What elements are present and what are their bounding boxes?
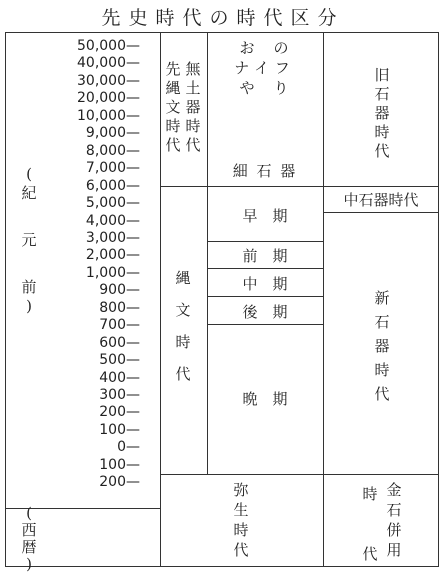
year-tick-label (30, 230, 140, 246)
year-tick-value: 100 (99, 421, 126, 438)
era-label-char: 西 (21, 521, 37, 539)
tick-mark: — (126, 107, 140, 124)
year-tick-value: 800 (99, 299, 126, 316)
era-label-char: ) (26, 555, 32, 573)
tick-mark: — (126, 334, 140, 351)
tick-mark: — (126, 299, 140, 316)
preceramic-char: 器 (185, 98, 201, 116)
year-tick-value: 1,000 (85, 264, 126, 281)
year-tick-value: 10,000 (77, 107, 126, 124)
year-tick-value: 600 (99, 334, 126, 351)
era-label-char: 暦 (21, 538, 37, 556)
era-label-char: 前 (21, 278, 37, 296)
tick-mark: — (126, 55, 140, 72)
metal-stone-char: 時 (362, 485, 378, 503)
mesolithic-label: 中石器時代 (343, 191, 419, 209)
tool-spear-label: や り (239, 79, 291, 97)
metal-stone-char: 代 (362, 545, 378, 563)
jomon-final: 晩 期 (242, 390, 288, 408)
year-tick-value: 400 (99, 369, 126, 386)
paleolithic-char: 器 (374, 104, 390, 122)
year-tick-value: 30,000 (77, 72, 126, 89)
preceramic-char: 無 (185, 60, 201, 78)
year-tick-value: 2,000 (85, 247, 126, 264)
neolithic-char: 石 (374, 313, 390, 331)
jomon-char: 代 (175, 365, 191, 383)
neolithic-label (370, 286, 394, 406)
year-tick-value: 20,000 (77, 90, 126, 107)
metal-stone-char: 金 (386, 481, 402, 499)
tick-mark: — (126, 160, 140, 177)
year-tick-label (30, 73, 140, 89)
year-tick-value: 700 (99, 317, 126, 334)
era-label-bce (18, 165, 40, 316)
pre-jomon-char: 文 (165, 98, 181, 116)
year-tick-label (30, 55, 140, 71)
divider-middle-bottom (207, 296, 323, 297)
pre-jomon-char: 縄 (165, 79, 181, 97)
year-tick-label (30, 213, 140, 229)
divider-jomon-bottom (160, 474, 439, 475)
era-label-char: ( (26, 504, 32, 522)
year-tick-label (30, 195, 140, 211)
divider-right (323, 32, 324, 567)
era-label-char: 元 (21, 231, 37, 249)
yayoi-label (228, 480, 254, 560)
year-tick-label (30, 143, 140, 159)
tick-mark: — (126, 474, 140, 491)
year-tick-label (30, 282, 140, 298)
tick-mark: — (126, 352, 140, 369)
preceramic-label (183, 60, 203, 155)
year-tick-label (30, 160, 140, 176)
era-label-char: ) (26, 297, 32, 315)
tick-mark: — (126, 404, 140, 421)
year-tick-label (30, 335, 140, 351)
year-tick-label (30, 317, 140, 333)
divider-mesolithic-top (323, 186, 439, 187)
divider-late-bottom (207, 324, 323, 325)
yayoi-char: 弥 (233, 481, 249, 499)
era-label-char: 紀 (21, 184, 37, 202)
divider-mesolithic-bottom (323, 212, 439, 213)
year-tick-label (30, 178, 140, 194)
preceramic-char: 時 (185, 117, 201, 135)
year-tick-label (30, 474, 140, 490)
tool-knife-label: ナイフ (234, 59, 296, 77)
pre-jomon-label (163, 60, 183, 155)
metal-stone-char: 用 (386, 541, 402, 559)
year-tick-label (30, 125, 140, 141)
tool-axe-label: お の (239, 39, 291, 57)
tick-mark: — (126, 195, 140, 212)
metal-stone-label-col1 (360, 484, 380, 564)
year-tick-value: 50,000 (77, 38, 126, 54)
year-tick-label (30, 370, 140, 386)
era-label-ce (18, 505, 40, 573)
divider-axis (160, 32, 161, 567)
yayoi-char: 時 (233, 521, 249, 539)
year-tick-label (30, 38, 140, 54)
year-tick-value: 200 (99, 474, 126, 491)
year-tick-value: 6,000 (85, 177, 126, 194)
neolithic-char: 器 (374, 337, 390, 355)
page-title: 先史時代の時代区分 (101, 7, 345, 29)
year-tick-label (30, 108, 140, 124)
year-tick-label (30, 457, 140, 473)
year-tick-value: 900 (99, 282, 126, 299)
jomon-char: 時 (175, 333, 191, 351)
divider-7000 (160, 186, 323, 187)
tick-mark: — (126, 90, 140, 107)
year-tick-value: 5,000 (85, 195, 126, 212)
tick-mark: — (126, 421, 140, 438)
jomon-char: 文 (175, 301, 191, 319)
year-tick-label (30, 404, 140, 420)
metal-stone-char: 石 (386, 501, 402, 519)
year-tick-label (30, 387, 140, 403)
tick-mark: — (126, 439, 140, 456)
preceramic-char: 土 (185, 79, 201, 97)
tick-mark: — (126, 72, 140, 89)
year-tick-label (30, 265, 140, 281)
tick-mark: — (126, 456, 140, 473)
year-tick-label (30, 439, 140, 455)
tick-mark: — (126, 212, 140, 229)
year-tick-value: 40,000 (77, 55, 126, 72)
tick-mark: — (126, 369, 140, 386)
year-tick-value: 3,000 (85, 229, 126, 246)
paleolithic-char: 代 (374, 142, 390, 160)
jomon-late: 後 期 (242, 303, 288, 321)
year-tick-value: 4,000 (85, 212, 126, 229)
paleolithic-label (370, 66, 394, 161)
tick-mark: — (126, 387, 140, 403)
year-tick-value: 500 (99, 352, 126, 369)
tick-mark: — (126, 125, 140, 142)
neolithic-char: 時 (374, 361, 390, 379)
year-tick-value: 0 (117, 439, 126, 456)
year-tick-label (30, 90, 140, 106)
divider-first-bottom (207, 268, 323, 269)
metal-stone-label-col2 (384, 480, 404, 560)
jomon-label (170, 262, 196, 390)
year-tick-value: 100 (99, 456, 126, 473)
year-tick-value: 9,000 (85, 125, 126, 142)
divider-early-bottom (207, 241, 323, 242)
tick-mark: — (126, 177, 140, 194)
tick-mark: — (126, 229, 140, 246)
year-tick-value: 200 (99, 404, 126, 421)
year-tick-value: 8,000 (85, 142, 126, 159)
tick-mark: — (126, 142, 140, 159)
pre-jomon-char: 代 (165, 136, 181, 154)
neolithic-char: 代 (374, 385, 390, 403)
yayoi-char: 生 (233, 501, 249, 519)
tick-mark: — (126, 317, 140, 334)
jomon-middle: 中 期 (242, 275, 288, 293)
tick-mark: — (126, 264, 140, 281)
pre-jomon-char: 時 (165, 117, 181, 135)
paleolithic-char: 旧 (374, 66, 390, 84)
jomon-early: 早 期 (242, 207, 288, 225)
year-tick-label (30, 422, 140, 438)
preceramic-char: 代 (185, 136, 201, 154)
year-tick-label (30, 247, 140, 263)
tick-mark: — (126, 282, 140, 299)
paleolithic-char: 石 (374, 85, 390, 103)
year-tick-label (30, 352, 140, 368)
year-tick-label (30, 300, 140, 316)
metal-stone-char: 併 (386, 521, 402, 539)
era-label-char: ( (26, 165, 32, 183)
jomon-first: 前 期 (242, 247, 288, 265)
year-tick-value: 300 (99, 387, 126, 403)
neolithic-char: 新 (374, 289, 390, 307)
year-tick-value: 7,000 (85, 160, 126, 177)
paleolithic-char: 時 (374, 123, 390, 141)
jomon-char: 縄 (175, 269, 191, 287)
microlith-label: 細 石 器 (232, 162, 298, 180)
tick-mark: — (126, 247, 140, 264)
tick-mark: — (126, 38, 140, 54)
yayoi-char: 代 (233, 541, 249, 559)
pre-jomon-char: 先 (165, 60, 181, 78)
